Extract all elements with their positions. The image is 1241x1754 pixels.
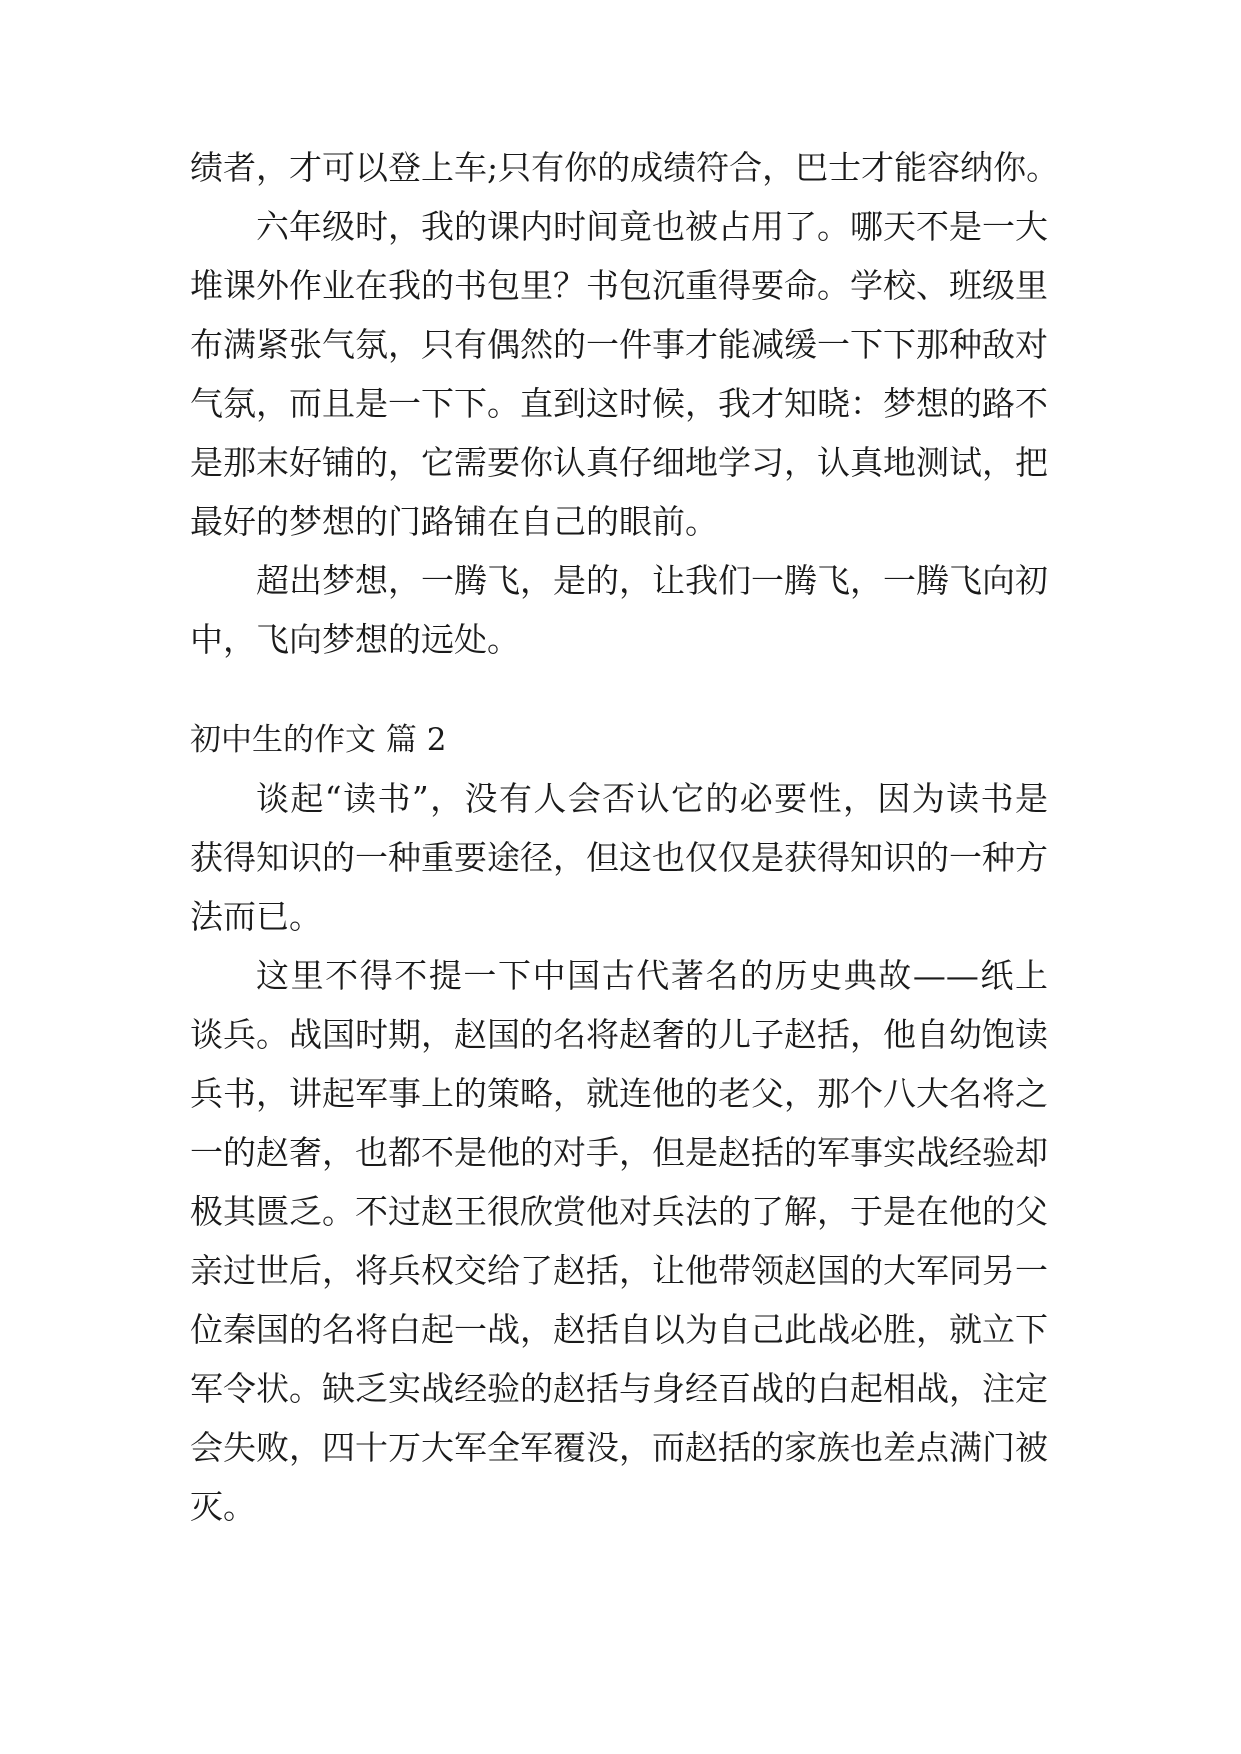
paragraph-line: 堆课外作业在我的书包里？书包沉重得要命。学校、班级里	[190, 266, 1048, 305]
paragraph-line: 法而已。	[190, 897, 322, 936]
paragraph-line: 极其匮乏。不过赵王很欣赏他对兵法的了解，于是在他的父	[190, 1192, 1048, 1231]
paragraph-line: 灭。	[190, 1487, 256, 1526]
paragraph-line: 谈兵。战国时期，赵国的名将赵奢的儿子赵括，他自幼饱读	[190, 1015, 1048, 1054]
paragraph-first-line: 这里不得不提一下中国古代著名的历史典故——纸上	[256, 956, 1048, 995]
essay-heading: 初中生的作文 篇 2	[190, 722, 447, 758]
paragraph-first-line: 超出梦想，一腾飞，是的，让我们一腾飞，一腾飞向初	[256, 561, 1048, 600]
paragraph-line: 气氛，而且是一下下。直到这时候，我才知晓：梦想的路不	[190, 384, 1048, 423]
paragraph-line: 亲过世后，将兵权交给了赵括，让他带领赵国的大军同另一	[190, 1251, 1048, 1290]
paragraph-line: 中，飞向梦想的远处。	[190, 620, 520, 659]
paragraph-line: 获得知识的一种重要途径，但这也仅仅是获得知识的一种方	[190, 838, 1048, 877]
paragraph-first-line: 六年级时，我的课内时间竟也被占用了。哪天不是一大	[256, 207, 1048, 246]
paragraph-line: 一的赵奢，也都不是他的对手，但是赵括的军事实战经验却	[190, 1133, 1048, 1172]
paragraph-line: 是那末好铺的，它需要你认真仔细地学习，认真地测试，把	[190, 443, 1048, 482]
paragraph-line: 布满紧张气氛，只有偶然的一件事才能减缓一下下那种敌对	[190, 325, 1048, 364]
paragraph-line: 会失败，四十万大军全军覆没，而赵括的家族也差点满门被	[190, 1428, 1048, 1467]
paragraph-line: 军令状。缺乏实战经验的赵括与身经百战的白起相战，注定	[190, 1369, 1048, 1408]
paragraph-line: 最好的梦想的门路铺在自己的眼前。	[190, 502, 718, 541]
paragraph-first-line: 谈起“读书”，没有人会否认它的必要性，因为读书是	[256, 779, 1048, 818]
paragraph-line: 位秦国的名将白起一战，赵括自以为自己此战必胜，就立下	[190, 1310, 1048, 1349]
paragraph-line: 绩者，才可以登上车;只有你的成绩符合，巴士才能容纳你。	[190, 148, 1060, 187]
paragraph-line: 兵书，讲起军事上的策略，就连他的老父，那个八大名将之	[190, 1074, 1048, 1113]
